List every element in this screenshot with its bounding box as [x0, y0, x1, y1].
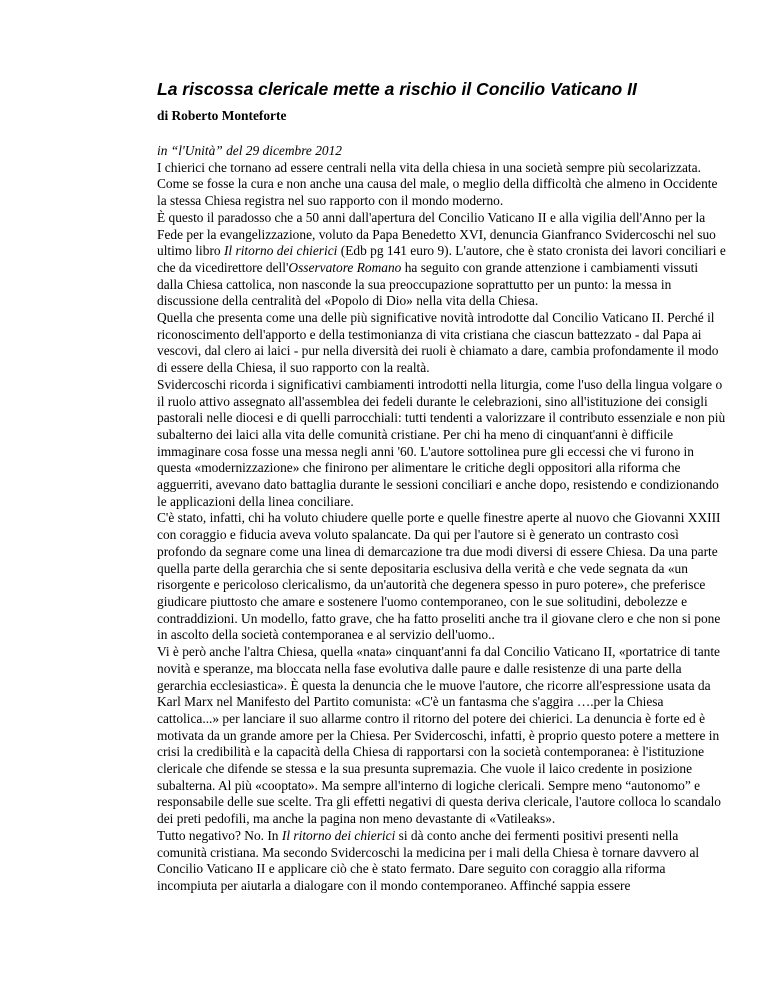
article-paragraphs	[157, 160, 727, 895]
paragraph-text: È questo il paradosso che a 50 anni dall'apertura del Concilio Vaticano II e alla vigilia dell'Anno per la Fede per la evangelizzazione, voluto da Papa Benedetto XVI, denuncia Gianfranco Svidercoschi nel suo ultimo libro	[157, 209, 716, 259]
paragraph-text: Tutto negativo? No. In	[157, 827, 282, 843]
italic-title-text: Osservatore Romano	[288, 259, 402, 275]
italic-title-text: Il ritorno dei chierici	[223, 243, 338, 259]
paragraph-text: (Edb pg 141 euro 9). L'autore, che è stato cronista dei lavori conciliari e che da vicedirettore dell'	[157, 243, 726, 275]
article-paragraph	[157, 310, 727, 377]
article-title: La riscossa clericale mette a rischio il Concilio Vaticano II	[157, 79, 637, 99]
article-paragraph	[157, 510, 727, 644]
source-citation: in “l'Unità” del 29 dicembre 2012	[157, 143, 342, 158]
article-paragraph	[157, 644, 727, 828]
article-byline: di Roberto Monteforte	[157, 108, 287, 123]
article-paragraph	[157, 160, 727, 177]
paragraph-text: ha seguito con grande attenzione i cambiamenti vissuti dalla Chiesa cattolica, non nasconde la sua preoccupazione soprattutto per un punto: la messa in discussione della centralità del «Popolo di Dio» nella vita della Chiesa.	[157, 259, 699, 309]
paragraph-text: C'è stato, infatti, chi ha voluto chiudere quelle porte e quelle finestre aperte al nuovo che Giovanni XXIII con coraggio e fiducia aveva voluto spalancate. Da qui per l'autore si è generato un contrasto così profondo da segnare come una linea di demarcazione tra due modi diversi di essere Chiesa. Da una parte quella parte della gerarchia che si sente depositaria esclusiva della verità e che vede segnata da «un risorgente e pericoloso clericalismo, da un'autorità che degenera spesso in puro potere», che preferisce giudicare piuttosto che amare e sostenere l'uomo contemporaneo, con le sue solitudini, debolezze e contraddizioni. Un modello, fatto grave, che ha fatto proseliti anche tra il giovane clero e che non si pone in ascolto della società contemporanea e al servizio dell'uomo..	[157, 510, 721, 643]
article-paragraph	[157, 176, 727, 209]
paragraph-text: Quella che presenta come una delle più significative novità introdotte dal Concilio Vaticano II. Perché il riconoscimento dell'apporto e della testimonianza di vita cristiana che ciascun battezzato - dal Papa ai vescovi, dal clero ai laici - pur nella diversità dei ruoli è chiamato a dare, cambia profondamente il modo di essere della Chiesa, il suo rapporto con la realtà.	[157, 310, 719, 376]
paragraph-text: Come se fosse la cura e non anche una causa del male, o meglio della difficoltà che almeno in Occidente la stessa Chiesa registra nel suo rapporto con il mondo moderno.	[157, 176, 718, 209]
paragraph-text: Svidercoschi ricorda i significativi cambiamenti introdotti nella liturgia, come l'uso della lingua volgare o il ruolo attivo assegnato all'assemblea dei fedeli durante le celebrazioni, sino all'istituzione dei consigli pastorali nelle diocesi e di quelli parrocchiali: tutti tendenti a valorizzare il contributo essenziale e non più subalterno dei laici alla vita delle comunità cristiane. Per chi ha meno di cinquant'anni è difficile immaginare cosa fosse una messa negli anni '60. L'autore sottolinea pure gli eccessi che vi furono in questa «modernizzazione» che finirono per alimentare le critiche degli oppositori alla riforma che agguerriti, avevano dato battaglia durante le sessioni conciliari e anche dopo, resistendo e condizionando le applicazioni della linea conciliare.	[157, 376, 726, 509]
article-paragraph	[157, 210, 727, 310]
article-body	[157, 143, 727, 895]
article-paragraph	[157, 828, 727, 895]
paragraph-text: Vi è però anche l'altra Chiesa, quella «nata» cinquant'anni fa dal Concilio Vaticano II, «portatrice di tante novità e speranze, ma bloccata nella fase evolutiva dalle paure e dalle resistenze di una parte della gerarchia ecclesiastica». È questa la denuncia che le muove l'autore, che ricorre all'espressione usata da Karl Marx nel Manifesto del Partito comunista: «C'è un fantasma che s'aggira ….per la Chiesa cattolica...» per lanciare il suo allarme contro il ritorno del potere dei chierici. La denuncia è forte ed è motivata da un grande amore per la Chiesa. Per Svidercoschi, infatti, è proprio questo potere a mettere in crisi la credibilità e la capacità della Chiesa di rapportarsi con la società contemporanea: è l'istituzione clericale che difende se stessa e la sua presunta supremazia. Che vuole il laico credente in posizione subalterna. Al più «cooptato». Ma sempre all'interno di logiche clericali. Sempre meno “autonomo” e responsabile delle sue scelte. Tra gli effetti negativi di questa deriva clericale, l'autore colloca lo scandalo dei preti pedofili, ma anche la pagina non meno devastante di «Vatileaks».	[157, 644, 721, 827]
italic-title-text: Il ritorno dei chierici	[281, 827, 396, 843]
article-source	[157, 143, 727, 160]
paragraph-text: I chierici che tornano ad essere centrali nella vita della chiesa in una società sempre più secolarizzata.	[157, 159, 701, 175]
article-paragraph	[157, 377, 727, 511]
paragraph-text: si dà conto anche dei fermenti positivi presenti nella comunità cristiana. Ma secondo Svidercoschi la medicina per i mali della Chiesa è tornare davvero al Concilio Vaticano II e applicare ciò che è stato fermato. Dare seguito con coraggio alla riforma incompiuta per aiutarla a dialogare con il mondo contemporaneo. Affinché sappia essere	[157, 827, 700, 893]
